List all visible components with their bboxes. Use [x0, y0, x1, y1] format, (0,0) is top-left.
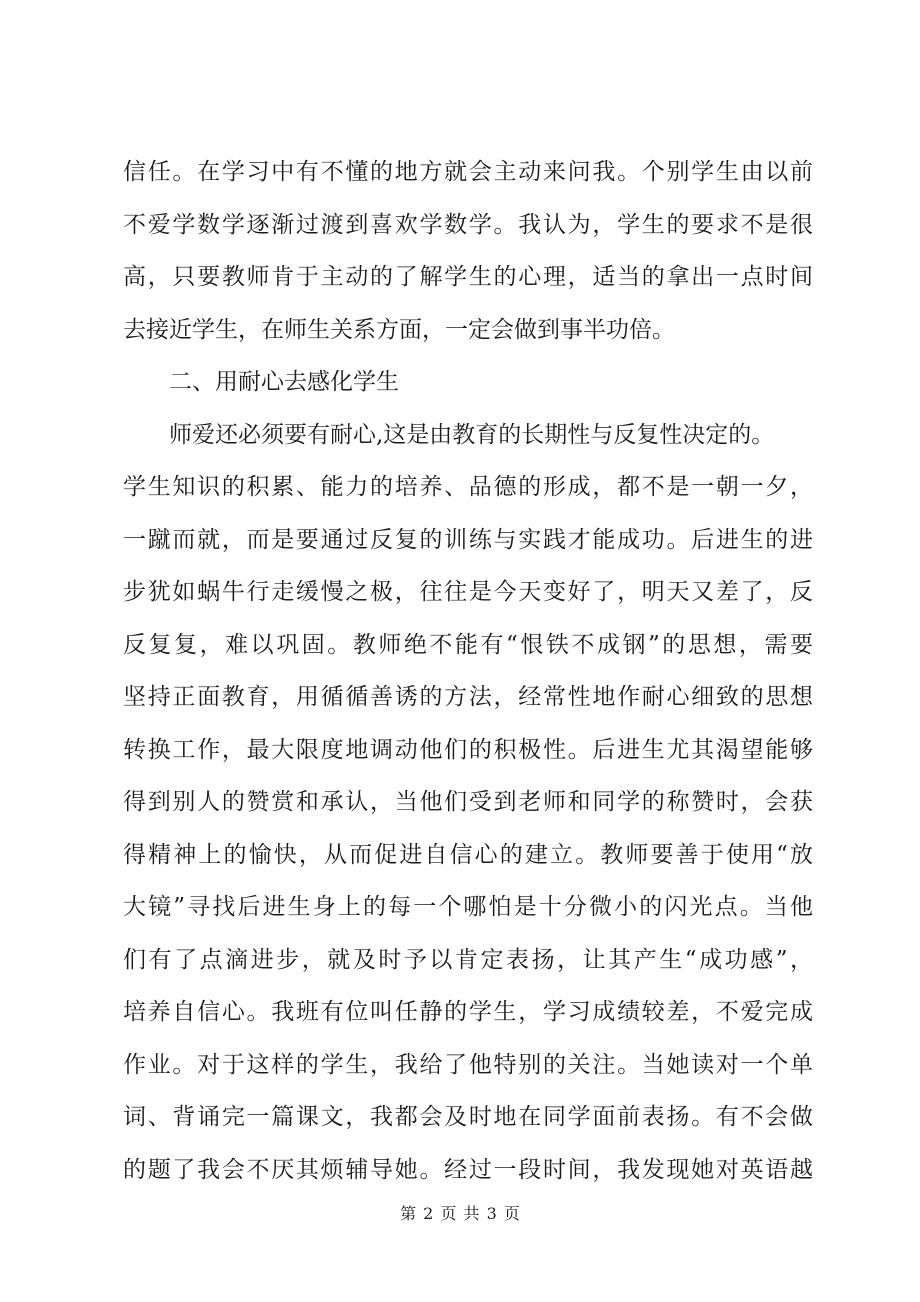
text-line: 得精神上的愉快，从而促进自信心的建立。教师要善于使用“放 [123, 841, 813, 868]
text-line: 培养自信心。我班有位叫任静的学生，学习成绩较差，不爱完成 [123, 999, 813, 1025]
text-line: 坚持正面教育，用循循善诱的方法，经常性地作耐心细致的思想 [123, 684, 813, 710]
text-line: 词、背诵完一篇课文，我都会及时地在同学面前表扬。有不会做 [123, 1104, 813, 1130]
text-line: 得到别人的赞赏和承认，当他们受到老师和同学的称赞时，会获 [123, 789, 813, 815]
text-line: 信任。在学习中有不懂的地方就会主动来问我。个别学生由以前 [123, 159, 813, 185]
text-line: 学生知识的积累、能力的培养、品德的形成，都不是一朝一夕， [123, 474, 813, 500]
text-line: 反复复，难以巩固。教师绝不能有“恨铁不成钢”的思想，需要 [123, 631, 813, 658]
document-body [123, 146, 813, 1196]
text-line: 不爱学数学逐渐过渡到喜欢学数学。我认为，学生的要求不是很 [123, 211, 813, 238]
page-footer: 第 2 页 共 3 页 [400, 1204, 520, 1223]
text-line: 师爱还必须要有耐心,这是由教育的长期性与反复性决定的。 [169, 421, 775, 448]
text-line: 们有了点滴进步，就及时予以肯定表扬，让其产生“成功感”， [123, 946, 813, 973]
text-line: 一蹴而就，而是要通过反复的训练与实践才能成功。后进生的进 [123, 526, 813, 553]
text-line: 高，只要教师肯于主动的了解学生的心理，适当的拿出一点时间 [123, 264, 813, 290]
text-line: 去接近学生，在师生关系方面，一定会做到事半功倍。 [123, 316, 675, 343]
section-heading: 二、用耐心去感化学生 [169, 369, 399, 395]
text-line: 转换工作，最大限度地调动他们的积极性。后进生尤其渴望能够 [123, 736, 813, 763]
text-line: 的题了我会不厌其烦辅导她。经过一段时间，我发现她对英语越 [123, 1156, 813, 1183]
text-line: 步犹如蜗牛行走缓慢之极，往往是今天变好了，明天又差了，反 [123, 579, 813, 605]
text-line: 作业。对于这样的学生，我给了他特别的关注。当她读对一个单 [123, 1051, 813, 1078]
text-line: 大镜”寻找后进生身上的每一个哪怕是十分微小的闪光点。当他 [123, 894, 813, 920]
